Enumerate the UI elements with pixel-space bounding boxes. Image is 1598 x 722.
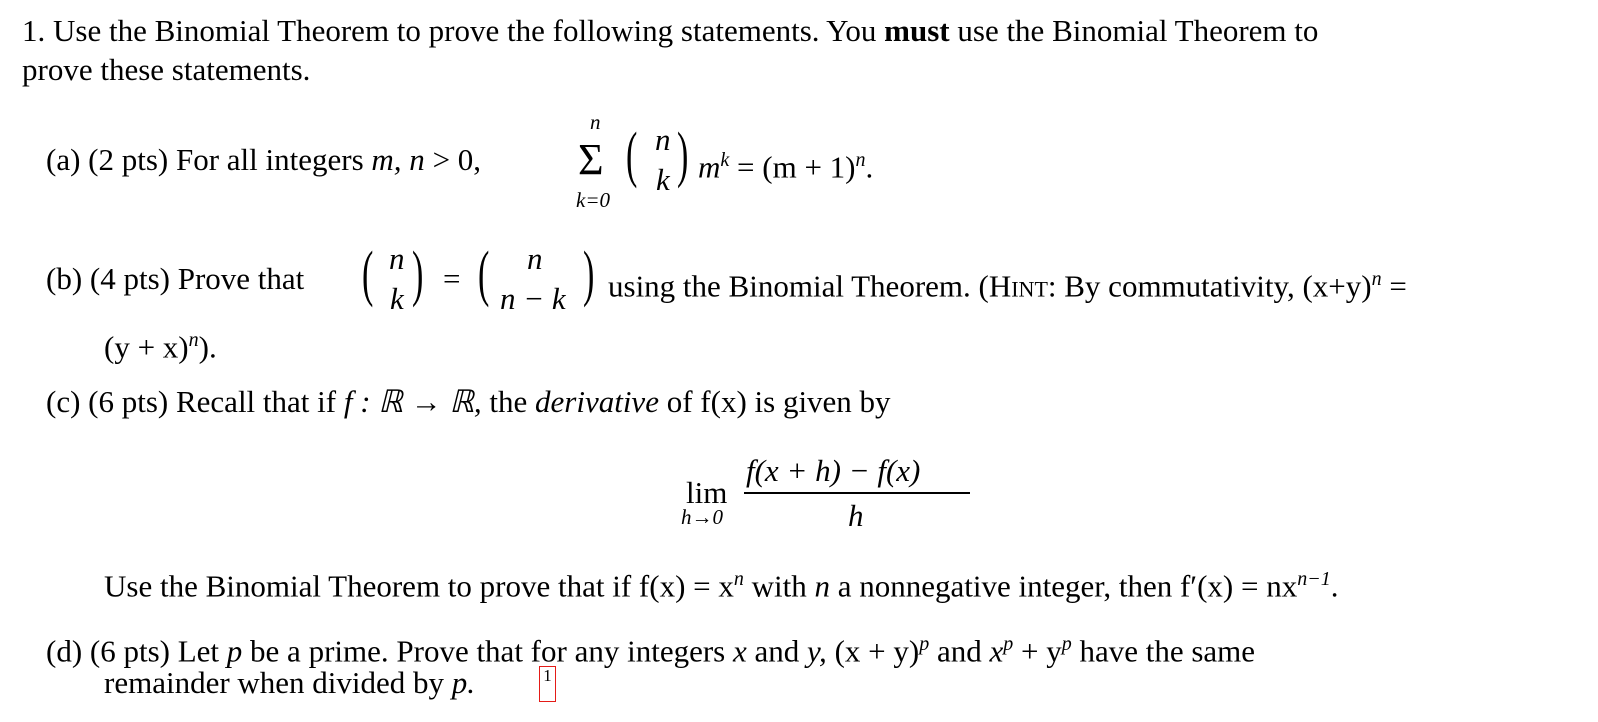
part-b-after: using the Binomial Theorem. (Hint: By commutativity, $(x+y)^n$ =: [608, 268, 1407, 304]
sum-upper-limit: n: [590, 110, 601, 134]
binom-b2-right-paren: ): [583, 240, 595, 308]
limit-lim: lim: [686, 475, 728, 510]
problem-number: 1.: [22, 13, 46, 48]
binom-a-bottom: k: [656, 162, 670, 197]
binom-b1-top: n: [389, 241, 405, 276]
problem-intro-line2: prove these statements.: [22, 52, 311, 87]
binom-b2-left-paren: (: [478, 240, 490, 308]
part-c-fn: f : ℝ → ℝ,: [343, 384, 482, 419]
part-a-term: $m^k = (m + 1)^n$.: [698, 149, 874, 185]
binom-b2-top: n: [527, 241, 543, 276]
part-c-derivative: derivative: [535, 384, 659, 419]
part-d-line1: (d) (6 pts) Let p be a prime. Prove that for any integers x and y, $(x + y)^p$ and $x^p + y^p$ have the same: [46, 633, 1256, 669]
sum-lower-limit: k=0: [576, 188, 610, 212]
part-a-rhs: = (m + 1): [737, 149, 856, 185]
part-b-lead: Prove that: [177, 261, 305, 296]
part-a-points: (2 pts): [88, 142, 169, 177]
binom-b1-right-paren: ): [412, 240, 424, 308]
limit-numerator: f(x + h) − f(x): [746, 453, 921, 488]
part-d-line2: remainder when divided by p.: [104, 665, 476, 700]
part-a-lead: For all integers: [175, 142, 364, 177]
part-b-text: [46, 260, 304, 298]
part-b-line2: $(y + x)^n$).: [104, 329, 217, 365]
part-c-text: (c) (6 pts) Recall that if f : ℝ → ℝ, the derivative of f(x) is given by: [46, 384, 891, 419]
part-c-label: (c): [46, 384, 81, 419]
binom-b1-bottom: k: [390, 281, 404, 316]
part-a-label: (a): [46, 142, 81, 177]
part-a-text: [46, 141, 481, 179]
problem-intro-line1: [22, 12, 1318, 50]
part-b-points: (4 pts): [89, 261, 170, 296]
part-a-cond: > 0,: [432, 142, 482, 177]
binom-a-right-paren: ): [677, 121, 689, 189]
binom-b2-bottom: n − k: [500, 281, 566, 316]
part-b-equals: =: [443, 261, 461, 296]
part-c-points: (6 pts): [88, 384, 169, 419]
hint-label: Hint: [988, 268, 1048, 304]
part-a-vars: m, n: [371, 142, 425, 177]
limit-subscript: h→0: [681, 505, 723, 529]
intro-text-2: use the Binomial Theorem to: [957, 13, 1319, 48]
binom-a-top: n: [655, 122, 671, 157]
part-c-follow: Use the Binomial Theorem to prove that if $f(x) = x^n$ with n a nonnegative integer, then $f'(x) = nx^{n-1}$.: [104, 568, 1339, 604]
part-d-points: (6 pts): [89, 633, 170, 669]
footnote-link[interactable]: 1: [539, 666, 556, 702]
part-d-label: (d): [46, 633, 83, 669]
intro-bold-must: must: [884, 13, 950, 48]
part-b-label: (b): [46, 261, 83, 296]
binom-a-left-paren: (: [626, 121, 638, 189]
sum-sigma: Σ: [578, 135, 604, 184]
limit-denominator: h: [848, 498, 864, 533]
binom-b1-left-paren: (: [362, 240, 374, 308]
intro-text-1: Use the Binomial Theorem to prove the following statements. You: [53, 13, 877, 48]
fraction-bar: [744, 492, 970, 494]
